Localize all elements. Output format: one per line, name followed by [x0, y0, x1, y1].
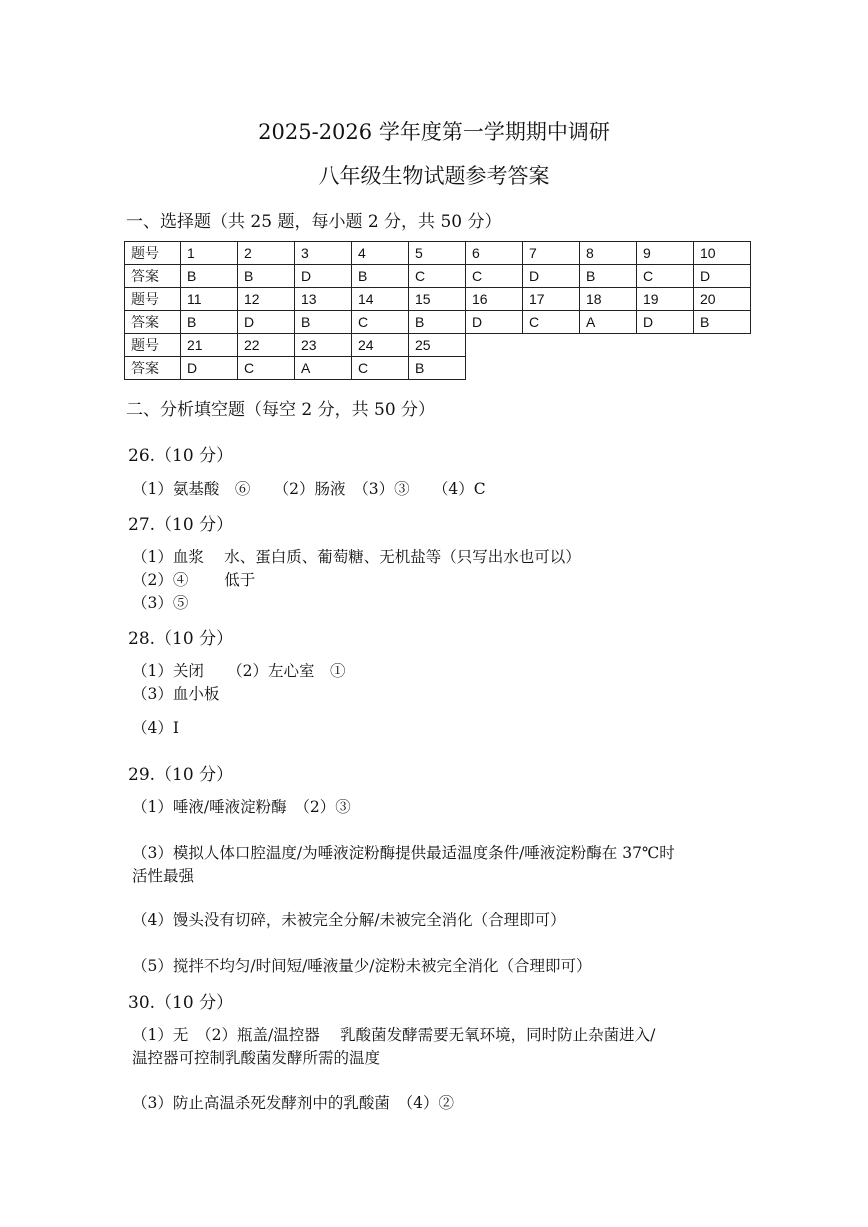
table-cell: 9: [637, 242, 694, 265]
question-header-26: 26.（10 分）: [128, 446, 234, 466]
answer-line: （3）防止高温杀死发酵剂中的乳酸菌 （4）②: [132, 1094, 454, 1112]
table-cell: 19: [637, 288, 694, 311]
table-cell: B: [580, 265, 637, 288]
table-cell: D: [694, 265, 751, 288]
table-cell: 16: [466, 288, 523, 311]
table-cell: C: [637, 265, 694, 288]
answer-line: （3）血小板: [132, 685, 220, 703]
row-label: 答案: [125, 311, 181, 334]
table-row: [125, 334, 751, 357]
table-cell: 12: [238, 288, 295, 311]
answer-line: （4）馒头没有切碎，未被完全分解/未被完全消化（合理即可）: [132, 911, 566, 929]
table-cell: C: [409, 265, 466, 288]
table-cell: 2: [238, 242, 295, 265]
table-cell: C: [352, 357, 409, 380]
table-cell: 24: [352, 334, 409, 357]
table-cell: 6: [466, 242, 523, 265]
question-header-27: 27.（10 分）: [128, 515, 234, 535]
answer-table: [124, 241, 751, 380]
table-cell: B: [295, 311, 352, 334]
table-cell: 5: [409, 242, 466, 265]
row-label: 题号: [125, 288, 181, 311]
row-label: 题号: [125, 242, 181, 265]
table-cell: 7: [523, 242, 580, 265]
answer-line: （2）④ 低于: [132, 571, 256, 589]
table-cell: 21: [181, 334, 238, 357]
table-cell: 10: [694, 242, 751, 265]
table-cell: D: [637, 311, 694, 334]
table-cell: 23: [295, 334, 352, 357]
answer-line: （1）无 （2）瓶盖/温控器 乳酸菌发酵需要无氧环境，同时防止杂菌进入/: [132, 1026, 656, 1044]
answer-line: （1）氨基酸 ⑥ （2）肠液 （3）③ （4）C: [132, 480, 486, 498]
table-cell: 20: [694, 288, 751, 311]
table-row: [125, 311, 751, 334]
answer-line: （5）搅拌不均匀/时间短/唾液量少/淀粉未被完全消化（合理即可）: [132, 957, 592, 975]
answer-line: 活性最强: [132, 867, 195, 885]
table-cell: B: [238, 265, 295, 288]
question-header-29: 29.（10 分）: [128, 765, 234, 785]
table-cell: 8: [580, 242, 637, 265]
table-cell: D: [181, 357, 238, 380]
row-label: 题号: [125, 334, 181, 357]
document-title: 2025-2026 学年度第一学期期中调研: [258, 120, 610, 144]
table-cell: 3: [295, 242, 352, 265]
table-cell: D: [523, 265, 580, 288]
table-cell: 4: [352, 242, 409, 265]
section-2-title: 二、分析填空题（每空 2 分，共 50 分）: [126, 400, 436, 420]
question-header-30: 30.（10 分）: [128, 993, 234, 1013]
table-row: [125, 288, 751, 311]
document-subtitle: 八年级生物试题参考答案: [318, 164, 550, 188]
table-cell: 11: [181, 288, 238, 311]
table-cell: C: [523, 311, 580, 334]
table-cell: B: [409, 357, 466, 380]
table-cell: D: [295, 265, 352, 288]
answer-line: （1）关闭 （2）左心室 ①: [132, 662, 346, 680]
table-cell: 17: [523, 288, 580, 311]
table-cell: A: [580, 311, 637, 334]
table-row: [125, 242, 751, 265]
table-cell: 15: [409, 288, 466, 311]
table-cell: A: [295, 357, 352, 380]
table-row: [125, 265, 751, 288]
answer-line: 温控器可控制乳酸菌发酵所需的温度: [132, 1049, 381, 1067]
table-cell: C: [466, 265, 523, 288]
question-header-28: 28.（10 分）: [128, 629, 234, 649]
row-label: 答案: [125, 357, 181, 380]
table-cell: 14: [352, 288, 409, 311]
table-cell: B: [181, 265, 238, 288]
table-cell: C: [238, 357, 295, 380]
table-blank: [466, 357, 751, 380]
table-cell: 13: [295, 288, 352, 311]
row-label: 答案: [125, 265, 181, 288]
table-cell: D: [238, 311, 295, 334]
answer-line: （1）唾液/唾液淀粉酶 （2）③: [132, 798, 351, 816]
table-cell: B: [352, 265, 409, 288]
table-cell: C: [352, 311, 409, 334]
table-cell: B: [694, 311, 751, 334]
answer-line: （4）Ⅰ: [132, 719, 179, 737]
table-cell: 18: [580, 288, 637, 311]
table-cell: D: [466, 311, 523, 334]
table-cell: 1: [181, 242, 238, 265]
table-blank: [466, 334, 751, 357]
answer-line: （3）模拟人体口腔温度/为唾液淀粉酶提供最适温度条件/唾液淀粉酶在 37℃时: [132, 844, 675, 862]
section-1-title: 一、选择题（共 25 题，每小题 2 分，共 50 分）: [126, 212, 502, 232]
answer-line: （1）血浆 水、蛋白质、葡萄糖、无机盐等（只写出水也可以）: [132, 548, 581, 566]
table-cell: 25: [409, 334, 466, 357]
table-row: [125, 357, 751, 380]
table-cell: B: [409, 311, 466, 334]
table-cell: 22: [238, 334, 295, 357]
answer-line: （3）⑤: [132, 594, 189, 612]
table-cell: B: [181, 311, 238, 334]
